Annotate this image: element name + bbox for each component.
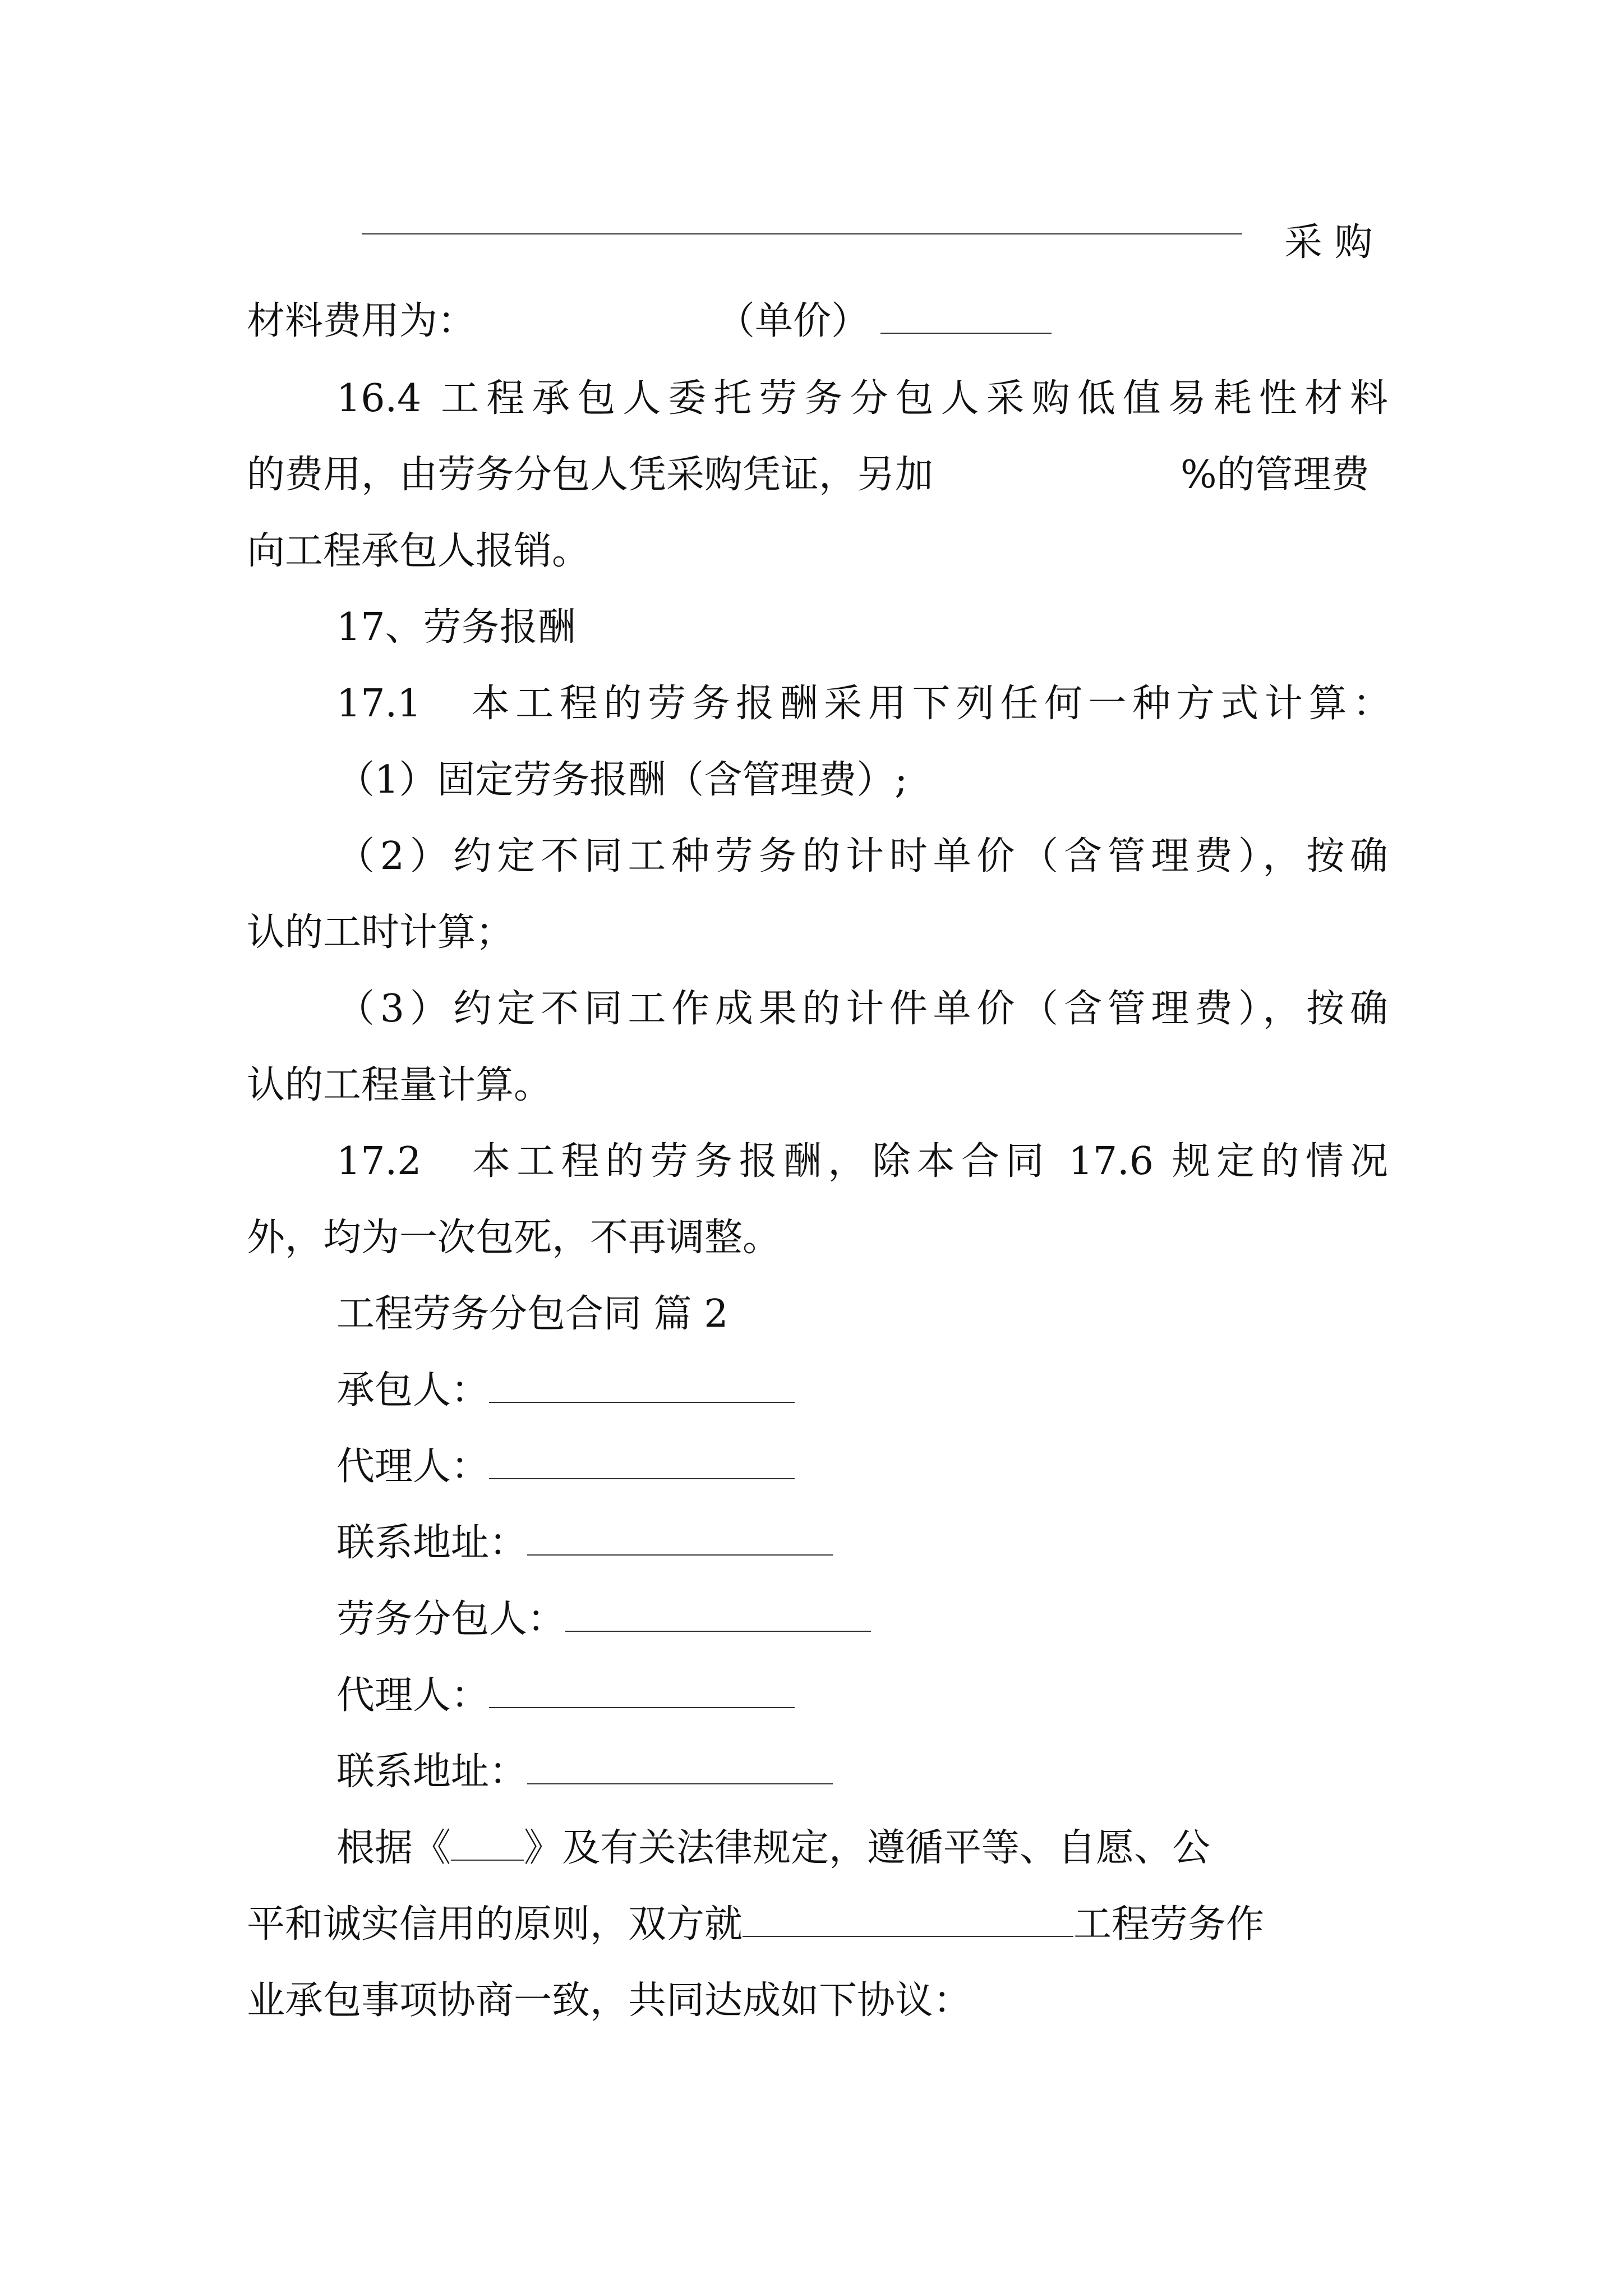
blank-line [880,297,1052,334]
text: 业承包事项协商一致，共同达成如下协议： [247,1978,972,2023]
field-label: 代理人： [336,1444,490,1489]
text: 17.1 本工程的劳务报酬采用下列任何一种方式计算： [336,682,1391,726]
text: 工程劳务作 [1073,1902,1265,1947]
field-label: 劳务分包人： [336,1597,566,1641]
text-line [1181,450,1370,500]
text: 采 购 [1284,220,1373,265]
blank-line [527,1747,833,1784]
text: 材料费用为： [247,299,476,343]
text-line [336,679,1391,729]
text: （1）固定劳务报酬（含管理费）; [336,758,908,802]
text-line [336,1823,1391,1874]
text: 认的工时计算； [247,910,514,955]
field-subcontractor [336,1594,871,1645]
text-line [247,908,514,958]
field-label: 联系地址： [336,1750,528,1794]
text-line [336,1137,1388,1187]
text-line [247,296,1052,347]
text-line [247,1899,1391,1950]
field-agent [336,1671,795,1721]
text: 16.4 工程承包人委托劳务分包人采购低值易耗性材料 [336,376,1388,421]
blank-line [451,1824,524,1861]
text-line [336,374,1388,424]
blank-line [565,1595,871,1632]
list-item [336,984,1388,1034]
text: （单价） [717,299,870,343]
blank-line [743,1900,1073,1937]
field-label: 联系地址： [336,1521,528,1565]
field-label: 代理人： [336,1673,490,1718]
text-line [247,526,590,577]
text-line [247,1060,552,1111]
field-agent [336,1442,795,1492]
text: （3）约定不同工作成果的计件单价（含管理费），按确 [336,987,1388,1031]
field-address [336,1747,833,1797]
text: 外，均为一次包死，不再调整。 [247,1216,781,1260]
list-item [336,755,907,806]
blank-line [489,1366,795,1403]
field-contractor [336,1365,795,1416]
blank-line [489,1442,795,1479]
document-title [336,1289,728,1340]
field-label: 承包人： [336,1368,490,1412]
text-line [247,450,933,500]
section-heading [336,602,576,653]
text: 根据《 [336,1826,451,1870]
text-line [247,1213,781,1263]
blank-line [489,1671,795,1708]
text-line [247,1976,971,2026]
text: 17.2 本工程的劳务报酬，除本合同 17.6 规定的情况 [336,1139,1388,1184]
text: （2）约定不同工种劳务的计时单价（含管理费），按确 [336,834,1388,878]
text: 向工程承包人报销。 [247,529,591,573]
text: 17、劳务报酬 [336,605,576,650]
text: 工程劳务分包合同 篇 2 [336,1292,728,1336]
text: 认的工程量计算。 [247,1063,552,1107]
blank-line [527,1519,833,1556]
text: %的管理费 [1181,453,1370,497]
text: 的费用，由劳务分包人凭采购凭证，另加 [247,453,934,497]
text: 》及有关法律规定，遵循平等、自愿、公 [524,1826,1211,1870]
text: 平和诚实信用的原则，双方就 [247,1902,743,1947]
field-address [336,1518,833,1568]
text-line [1284,218,1373,268]
blank-line [362,233,1242,234]
list-item [336,831,1388,882]
